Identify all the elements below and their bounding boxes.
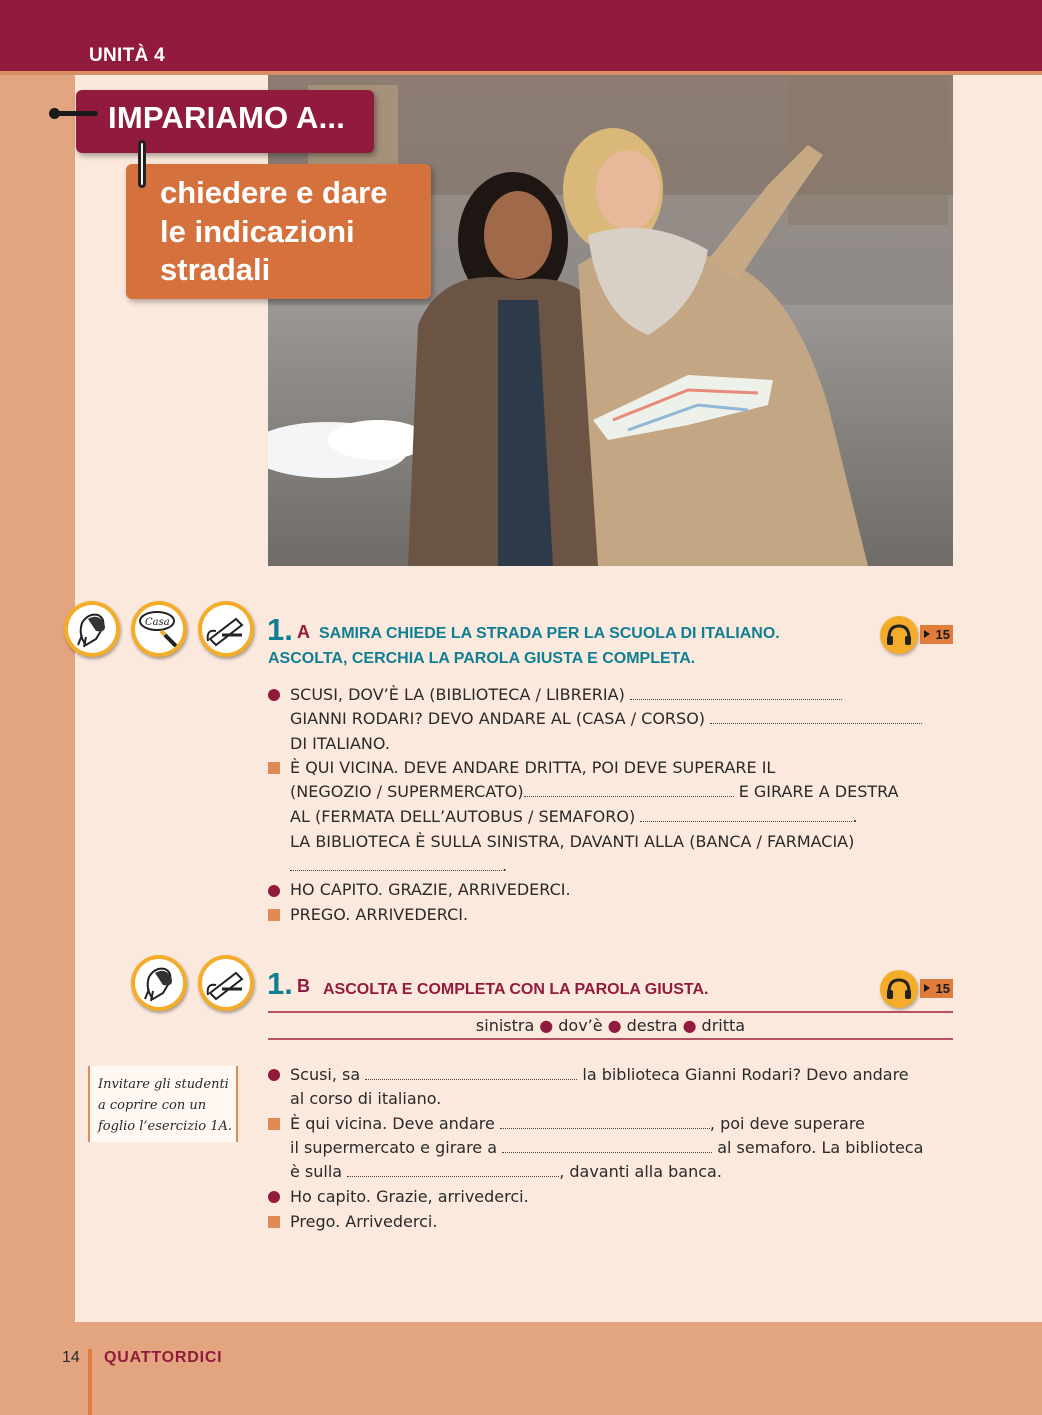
teacher-note: Invitare gli studenti a coprire con un foglio l’esercizio 1A. — [98, 1077, 232, 1134]
subtitle-banner-text — [160, 174, 420, 290]
audio-track-1a[interactable] — [880, 616, 952, 652]
ring-decoration — [138, 140, 146, 188]
exercise-1b-line: Prego. Arrivederci. — [290, 1212, 438, 1231]
exercise-1b-line: Ho capito. Grazie, arrivederci. — [290, 1187, 529, 1206]
write-icon — [198, 955, 254, 1011]
title-banner-text: IMPARIAMO A... — [108, 100, 346, 135]
answer-blank[interactable] — [500, 1113, 710, 1129]
audio-track-tag — [920, 979, 953, 998]
exercise-1a-line: LA BIBLIOTECA È SULLA SINISTRA, DAVANTI ALLA (BANCA / FARMACIA) — [290, 832, 855, 851]
answer-blank[interactable] — [524, 781, 734, 797]
exercise-1a-heading-line2: ASCOLTA, CERCHIA LA PAROLA GIUSTA E COMPLETA. — [268, 650, 696, 667]
exercise-1b-line: Scusi, sa la biblioteca Gianni Rodari? Devo andare — [290, 1065, 909, 1084]
word-bank — [268, 1014, 953, 1038]
answer-blank[interactable] — [347, 1161, 559, 1177]
headphones-icon — [880, 970, 918, 1008]
speaker-b-bullet — [268, 909, 280, 921]
answer-blank[interactable] — [640, 806, 852, 822]
word-bank-separator: ● — [607, 1016, 622, 1035]
speaker-a-bullet — [268, 689, 280, 701]
audio-track-number: 15 — [935, 627, 950, 642]
word-bank-separator: ● — [682, 1016, 697, 1035]
exercise-1a-heading-line1: SAMIRA CHIEDE LA STRADA PER LA SCUOLA DI ITALIANO. — [319, 625, 780, 642]
word-bank-item: sinistra — [475, 1016, 535, 1035]
exercise-1b-line: È qui vicina. Deve andare , poi deve superare — [290, 1114, 865, 1133]
exercise-1a-line: . — [290, 854, 507, 878]
exercise-1a-line: SCUSI, DOV’È LA (BIBLIOTECA / LIBRERIA) — [290, 683, 842, 707]
subtitle-line: chiedere e dare — [160, 175, 388, 210]
page-number-word: QUATTORDICI — [104, 1349, 223, 1366]
footer-divider — [88, 1349, 92, 1415]
page-number: 14 — [62, 1349, 80, 1366]
speaker-a-bullet — [268, 885, 280, 897]
wordbank-top-rule — [268, 1011, 953, 1013]
word-bank-item: dritta — [701, 1016, 746, 1035]
exercise-letter-1a: A — [297, 622, 310, 642]
pin-dot-decoration — [49, 108, 60, 119]
exercise-1a-line: GIANNI RODARI? DEVO ANDARE AL (CASA / CORSO) — [290, 707, 922, 731]
speaker-a-bullet — [268, 1191, 280, 1203]
speaker-a-bullet — [268, 1069, 280, 1081]
wordbank-bottom-rule — [268, 1038, 953, 1040]
exercise-1a-line: È QUI VICINA. DEVE ANDARE DRITTA, POI DEVE SUPERARE IL — [290, 758, 776, 777]
audio-track-1b[interactable] — [880, 970, 952, 1006]
exercise-1a-line: DI ITALIANO. — [290, 734, 390, 753]
exercise-1b-heading: ASCOLTA E COMPLETA CON LA PAROLA GIUSTA. — [323, 981, 709, 998]
exercise-1b-line: il supermercato e girare a al semaforo. La biblioteca — [290, 1138, 924, 1157]
answer-blank[interactable] — [290, 855, 502, 871]
play-icon — [924, 984, 930, 992]
word-bank-item: destra — [626, 1016, 678, 1035]
unit-label: UNITÀ 4 — [89, 45, 165, 66]
exercise-letter-1b: B — [297, 976, 310, 996]
write-icon — [198, 601, 254, 657]
answer-blank[interactable] — [365, 1064, 577, 1080]
exercise-1b-line: è sulla , davanti alla banca. — [290, 1162, 722, 1181]
listen-icon — [64, 601, 120, 657]
exercise-number-1b: 1. — [267, 966, 293, 1001]
speaker-b-bullet — [268, 1216, 280, 1228]
exercise-number-1a: 1. — [267, 612, 293, 647]
subtitle-line: le indicazioni — [160, 213, 355, 249]
audio-track-number: 15 — [935, 981, 950, 996]
listen-icon — [131, 955, 187, 1011]
answer-blank[interactable] — [630, 684, 842, 700]
svg-text:Casa: Casa — [145, 617, 170, 628]
audio-track-tag — [920, 625, 953, 644]
write-word-icon — [131, 601, 187, 657]
play-icon — [924, 630, 930, 638]
exercise-1a-line: (NEGOZIO / SUPERMERCATO) E GIRARE A DESTRA — [290, 782, 899, 801]
speaker-b-bullet — [268, 1118, 280, 1130]
exercise-1b-line: al corso di italiano. — [290, 1089, 442, 1108]
answer-blank[interactable] — [502, 1137, 712, 1153]
subtitle-line: stradali — [160, 252, 271, 287]
speaker-b-bullet — [268, 762, 280, 774]
headphones-icon — [880, 616, 918, 654]
exercise-1a-line: AL (FERMATA DELL’AUTOBUS / SEMAFORO) . — [290, 807, 858, 826]
answer-blank[interactable] — [710, 708, 922, 724]
exercise-1a-line: HO CAPITO. GRAZIE, ARRIVEDERCI. — [290, 880, 571, 899]
exercise-1a-line: PREGO. ARRIVEDERCI. — [290, 905, 469, 924]
word-bank-separator: ● — [539, 1016, 554, 1035]
word-bank-item: dov’è — [558, 1016, 603, 1035]
